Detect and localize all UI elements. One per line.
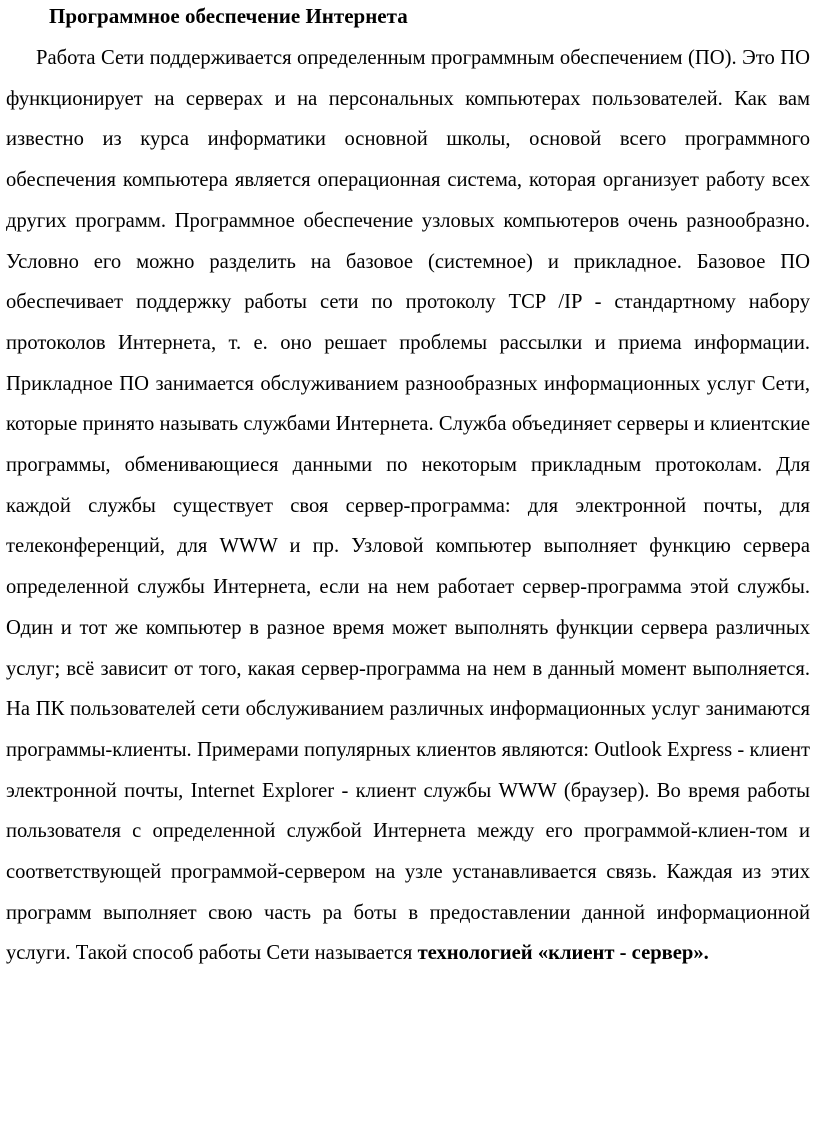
bold-term: технологией «клиент - сервер». <box>417 942 709 965</box>
paragraph-text: Работа Сети поддерживается определенным программным обеспечением (ПО). Это ПО функционирует на серверах и на персональных компьютерах пользователей. Как вам известно из курса информатики основной школы, основой всего программного обеспечения компьютера является операционная система, которая организует работу всех других программ. Программное обеспечение узловых компьютеров очень разнообразно. Условно его можно разделить на базовое (системное) и прикладное. Базовое ПО обеспечивает поддержку работы сети по протоколу TCP /IP - стандартному набору протоколов Интернета, т. е. оно решает проблемы рассылки и приема информации. Прикладное ПО занимается обслуживанием разнообразных информационных услуг Сети, которые принято называть службами Интернета. Служба объединяет серверы и клиентские программы, обменивающиеся данными по некоторым прикладным протоколам. Для каждой службы существует своя сервер-программа: для электронной почты, для телеконференций, для WWW и пр. Узловой компьютер выполняет функцию сервера определенной службы Интернета, если на нем работает сервер-программа этой службы. Один и тот же компьютер в разное время может выполнять функции сервера различных услуг; всё зависит от того, какая сервер-программа на нем в данный момент выполняется. На ПК пользователей сети обслуживанием различных информационных услуг занимаются программы-клиенты. Примерами популярных клиентов являются: Outlook Express - клиент электронной почты, Internet Explorer - клиент службы WWW (браузер). Во время работы пользователя с определенной службой Интернета между его программой-клиен-том и соответствующей программой-сервером на узле устанавливается связь. Каждая из этих программ выполняет свою часть ра боты в предоставлении данной информационной услуги. Такой способ работы Сети называется <box>6 47 810 965</box>
document-heading: Программное обеспечение Интернета <box>49 4 408 28</box>
body-paragraph <box>6 38 810 974</box>
